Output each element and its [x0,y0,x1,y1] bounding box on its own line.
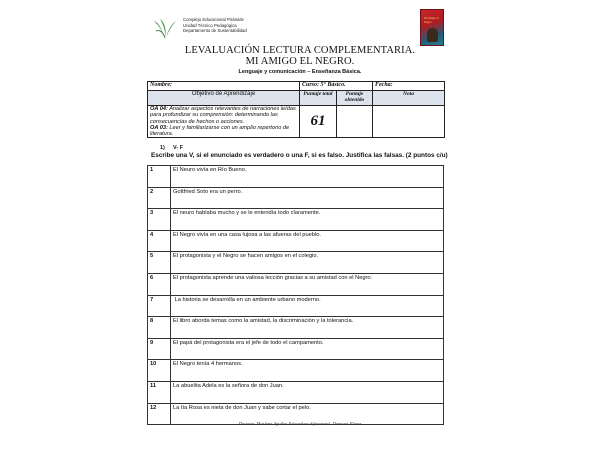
item-number: 6 [148,273,171,295]
item-number: 9 [148,338,171,360]
item-statement: El libro aborda temas como la amistad, la discriminación y la tolerancia. [171,317,444,339]
item-statement: El protagonista y el Negro se hacen amigos en el colegio. [171,252,444,274]
grade-cell[interactable] [373,106,445,138]
item-statement: El neuro hablaba mucho y se le entendía todo claramente. [171,209,444,231]
oa03-code: OA 03: [150,124,168,131]
item-number: 3 [148,209,171,231]
fecha-field[interactable] [373,82,445,91]
item-statement: Gottfried Soto era un perro. [171,187,444,209]
school-logo-icon [152,17,178,41]
item-number: 1 [148,166,171,188]
total-score: 61 [300,106,337,138]
puntaje-total-header: Puntaje total [300,91,337,106]
item-number: 10 [148,360,171,382]
header-table [147,81,445,138]
item-number: 8 [148,317,171,339]
nombre-field[interactable] [148,82,300,91]
obtained-score-cell[interactable] [337,106,373,138]
page-title: LEVALUACIÓN LECTURA COMPLEMENTARIA. [184,45,416,56]
item-statement: El papá del protagonista era el jefe de todo el campamento. [171,338,444,360]
curso-field [300,82,373,91]
school-line: Complejo Educacional Pirámide [183,17,244,22]
item-number: 12 [148,403,171,425]
item-statement: El Negro vivía en una casa lujosa a las afueras del pueblo. [171,230,444,252]
oa03-text: Leer y familiarizarse con un amplio repertorio de literatura. [150,124,290,138]
oa04-text: Analizar aspectos relevantes de narraciones leídas para profundizar su comprensión: determinando las consecuencias de hechos o acciones. [150,106,296,125]
nota-header: Nota [373,91,445,106]
table-row [148,187,444,209]
table-row [148,317,444,339]
item-number: 11 [148,381,171,403]
item-statement: El Neuro vivía en Río Bueno. [171,166,444,188]
section-title: V- F [173,145,184,151]
objetivo-header: Objetivo de Aprendizaje [148,91,300,106]
table-row [148,381,444,403]
item-statement: El Negro tenía 4 hermanos. [171,360,444,382]
true-false-table [147,165,444,425]
objectives-cell [148,106,300,138]
item-statement: El protagonista aprende una valiosa lección gracias a su amistad con el Negro. [171,273,444,295]
item-number: 2 [148,187,171,209]
page-title-book: MI AMIGO EL NEGRO. [245,56,355,67]
book-cover-figure [427,28,438,42]
table-row [148,360,444,382]
school-line: Departamento de Sustentabilidad [183,28,247,34]
nombre-label: Nombre: [150,82,172,88]
puntaje-obtenido-header: Puntaje obtenido [337,91,373,106]
footer-credits: Docente: Marlene Aguilar Educadora diferencial: Damaris Flores [238,421,362,426]
item-number: 7 [148,295,171,317]
item-statement: La abuelita Adela es la señora de don Juan. [171,381,444,403]
book-cover-image [420,9,444,46]
table-row [148,166,444,188]
table-row [148,273,444,295]
school-name [183,17,247,34]
item-number: 5 [148,252,171,274]
school-line: Unidad Técnico Pedagógica [183,22,237,28]
section-instructions: Escribe una V, si el enunciado es verdadero o una F, si es falso. Justifica las falsas. (2 puntos c/u) [151,152,448,159]
curso-label: Curso: 5° Básico. [302,82,346,88]
page-subtitle: Lenguaje y comunicación – Enseñanza Básica. [238,69,362,75]
item-statement: La tía Rosa es nieta de don Juan y sabe cortar el pelo. [171,403,444,425]
fecha-label: Fecha: [375,82,393,88]
table-row [148,338,444,360]
table-row [148,230,444,252]
oa04-code: OA 04: [150,106,168,112]
book-cover-title: Mi amigo el Negro [424,16,439,24]
item-number: 4 [148,230,171,252]
section-number: 1) [160,145,165,151]
table-row [148,295,444,317]
table-row [148,209,444,231]
item-statement: La historia se desarrolla en un ambiente urbano moderno. [171,295,444,317]
table-row [148,252,444,274]
